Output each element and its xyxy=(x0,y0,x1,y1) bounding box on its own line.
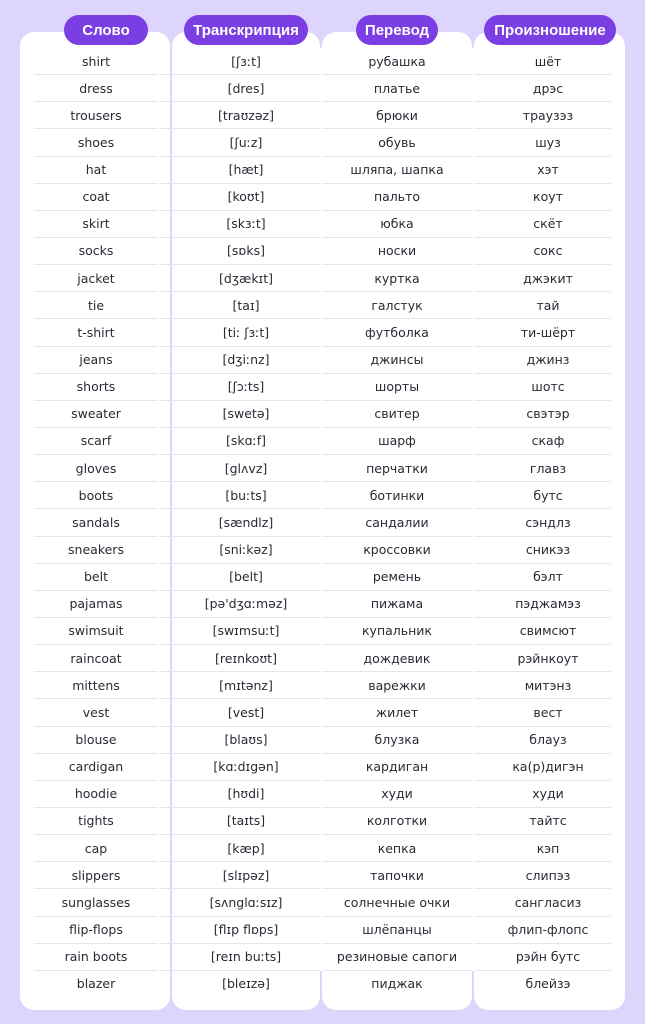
transcription-cell: [slɪpəz] xyxy=(222,867,270,883)
column-gap xyxy=(472,319,474,346)
transcription-cell: [sændlz] xyxy=(218,514,274,530)
transcription-cell: [ʃɜːt] xyxy=(231,53,261,69)
pronunciation-cell: сникэз xyxy=(525,542,571,558)
column-gap xyxy=(158,564,160,591)
header-transcription: Транскрипция xyxy=(184,15,308,45)
column-gap xyxy=(320,889,322,916)
table-row xyxy=(34,292,611,319)
pronunciation-cell: шёт xyxy=(534,53,562,69)
column-gap xyxy=(158,618,160,645)
word-cell: shoes xyxy=(77,134,115,150)
transcription-cell: [reɪn buːts] xyxy=(210,949,282,965)
pronunciation-cell: шотс xyxy=(531,379,565,395)
column-gap xyxy=(472,265,474,292)
column-gap xyxy=(472,889,474,916)
column-gap xyxy=(158,102,160,129)
pronunciation-cell: худи xyxy=(532,786,564,802)
table-row xyxy=(34,971,611,998)
header-word: Слово xyxy=(64,15,148,45)
header-pronunciation: Произношение xyxy=(484,15,616,45)
transcription-cell: [pə'dʒɑːməz] xyxy=(204,596,288,612)
translation-cell: джинсы xyxy=(370,352,424,368)
column-gap xyxy=(158,727,160,754)
translation-cell: шляпа, шапка xyxy=(350,162,444,178)
pronunciation-cell: тайтс xyxy=(529,813,567,829)
translation-cell: солнечные очки xyxy=(343,894,451,910)
transcription-cell: [koʊt] xyxy=(227,189,265,205)
translation-cell: юбка xyxy=(380,216,414,232)
table-row xyxy=(34,944,611,971)
column-gap xyxy=(472,75,474,102)
column-gap xyxy=(320,238,322,265)
column-gap xyxy=(472,727,474,754)
word-cell: pajamas xyxy=(69,596,123,612)
translation-cell: кардиган xyxy=(365,759,429,775)
transcription-cell: [kæp] xyxy=(227,840,265,856)
column-gap xyxy=(158,862,160,889)
column-gap xyxy=(320,428,322,455)
transcription-cell: [mɪtənz] xyxy=(219,677,273,693)
column-gap xyxy=(472,835,474,862)
column-gap xyxy=(158,292,160,319)
word-cell: vest xyxy=(82,704,110,720)
column-gap xyxy=(320,591,322,618)
transcription-cell: [vest] xyxy=(227,704,265,720)
table-row xyxy=(34,699,611,726)
column-gap xyxy=(158,374,160,401)
pronunciation-cell: главз xyxy=(529,460,567,476)
column-gap xyxy=(158,699,160,726)
column-gap xyxy=(472,238,474,265)
transcription-cell: [swɪmsuːt] xyxy=(212,623,280,639)
column-gap xyxy=(472,781,474,808)
translation-cell: ремень xyxy=(372,569,422,585)
column-gap xyxy=(472,455,474,482)
column-gap xyxy=(320,102,322,129)
pronunciation-cell: кэп xyxy=(536,840,560,856)
column-gap xyxy=(472,428,474,455)
transcription-cell: [skɜːt] xyxy=(226,216,266,232)
column-gap xyxy=(472,537,474,564)
pronunciation-cell: скаф xyxy=(531,433,565,449)
translation-cell: свитер xyxy=(374,406,420,422)
column-gap xyxy=(320,129,322,156)
column-gap xyxy=(320,292,322,319)
translation-cell: тапочки xyxy=(370,867,424,883)
column-gap xyxy=(320,699,322,726)
word-cell: jeans xyxy=(79,352,113,368)
transcription-cell: [hæt] xyxy=(228,162,264,178)
word-cell: jacket xyxy=(77,270,115,286)
column-gap xyxy=(320,374,322,401)
column-gap xyxy=(472,917,474,944)
column-gap xyxy=(158,319,160,346)
column-gap xyxy=(320,672,322,699)
word-cell: slippers xyxy=(71,867,121,883)
word-cell: dress xyxy=(79,80,113,96)
pronunciation-cell: блауз xyxy=(529,732,567,748)
translation-cell: пальто xyxy=(373,189,421,205)
pronunciation-cell: сангласиз xyxy=(514,894,582,910)
translation-cell: ботинки xyxy=(369,487,425,503)
pronunciation-cell: скёт xyxy=(533,216,563,232)
column-gap xyxy=(472,48,474,75)
column-gap xyxy=(320,455,322,482)
translation-cell: платье xyxy=(373,80,421,96)
word-cell: hat xyxy=(85,162,107,178)
pronunciation-cell: тай xyxy=(536,297,560,313)
table-row xyxy=(34,129,611,156)
column-gap xyxy=(320,618,322,645)
pronunciation-cell: рэйн бутс xyxy=(515,949,581,965)
word-cell: t-shirt xyxy=(77,324,115,340)
table-row xyxy=(34,455,611,482)
table-row xyxy=(34,727,611,754)
column-gap xyxy=(158,347,160,374)
translation-cell: куртка xyxy=(374,270,420,286)
table-row xyxy=(34,184,611,211)
column-gap xyxy=(158,754,160,781)
pronunciation-cell: бутс xyxy=(533,487,563,503)
translation-cell: обувь xyxy=(378,134,416,150)
transcription-cell: [hʊdi] xyxy=(227,786,265,802)
pronunciation-cell: сэндлз xyxy=(525,514,571,530)
column-gap xyxy=(472,102,474,129)
pronunciation-cell: рэйнкоут xyxy=(517,650,579,666)
column-gap xyxy=(158,509,160,536)
column-gap xyxy=(320,401,322,428)
column-gap xyxy=(158,75,160,102)
column-gap xyxy=(320,482,322,509)
word-cell: blazer xyxy=(76,976,116,992)
pronunciation-cell: хэт xyxy=(537,162,559,178)
column-gap xyxy=(158,591,160,618)
vocabulary-table xyxy=(20,0,625,1024)
transcription-cell: [kɑːdɪgən] xyxy=(213,759,279,775)
column-gap xyxy=(158,889,160,916)
column-gap xyxy=(320,727,322,754)
column-gap xyxy=(158,781,160,808)
transcription-cell: [glʌvz] xyxy=(224,460,268,476)
column-gap xyxy=(320,944,322,971)
column-gap xyxy=(472,672,474,699)
column-gap xyxy=(472,211,474,238)
translation-cell: пижама xyxy=(370,596,424,612)
translation-cell: шлёпанцы xyxy=(362,922,432,937)
column-gap xyxy=(320,509,322,536)
word-cell: tie xyxy=(87,297,105,313)
word-cell: sweater xyxy=(71,406,121,422)
table-row xyxy=(34,347,611,374)
table-row xyxy=(34,482,611,509)
translation-cell: пиджак xyxy=(371,976,423,992)
transcription-cell: [reɪnkoʊt] xyxy=(215,650,277,666)
translation-cell: сандалии xyxy=(365,514,429,530)
column-gap xyxy=(320,917,322,944)
word-cell: coat xyxy=(82,189,110,205)
transcription-cell: [blaʊs] xyxy=(224,732,268,748)
column-gap xyxy=(472,862,474,889)
pronunciation-cell: слипэз xyxy=(525,867,571,883)
column-gap xyxy=(158,401,160,428)
column-gap xyxy=(320,347,322,374)
translation-cell: перчатки xyxy=(366,460,428,476)
word-cell: cardigan xyxy=(68,759,124,775)
column-gap xyxy=(320,319,322,346)
column-gap xyxy=(158,265,160,292)
column-gap xyxy=(472,401,474,428)
column-gap xyxy=(320,157,322,184)
column-gap xyxy=(158,428,160,455)
transcription-cell: [sʌnglɑːsɪz] xyxy=(209,894,283,910)
column-gap xyxy=(158,184,160,211)
column-gap xyxy=(320,754,322,781)
word-cell: rain boots xyxy=(64,949,128,965)
pronunciation-cell: вест xyxy=(533,704,563,720)
column-gap xyxy=(320,781,322,808)
translation-cell: худи xyxy=(381,786,413,802)
column-gap xyxy=(158,537,160,564)
table-row xyxy=(34,889,611,916)
transcription-cell: [flɪp flɒps] xyxy=(213,922,279,937)
translation-cell: шорты xyxy=(374,379,420,395)
column-gap xyxy=(320,211,322,238)
table-row xyxy=(34,917,611,944)
pronunciation-cell: митэнз xyxy=(524,677,572,693)
transcription-cell: [dres] xyxy=(227,80,265,96)
column-gap xyxy=(320,48,322,75)
column-gap xyxy=(320,265,322,292)
translation-cell: колготки xyxy=(366,813,428,829)
table-row xyxy=(34,862,611,889)
table-row xyxy=(34,808,611,835)
column-gap xyxy=(472,645,474,672)
word-cell: raincoat xyxy=(70,650,122,666)
column-gap xyxy=(320,75,322,102)
table-row xyxy=(34,401,611,428)
table-row xyxy=(34,102,611,129)
transcription-cell: [skɑːf] xyxy=(225,433,267,449)
translation-cell: брюки xyxy=(376,107,418,123)
column-gap xyxy=(320,645,322,672)
translation-cell: варежки xyxy=(368,677,426,693)
translation-cell: дождевик xyxy=(363,650,431,666)
word-cell: sandals xyxy=(72,514,120,530)
table-row xyxy=(34,645,611,672)
column-gap xyxy=(158,129,160,156)
column-gap xyxy=(472,292,474,319)
word-cell: mittens xyxy=(72,677,120,693)
column-gap xyxy=(320,835,322,862)
pronunciation-cell: коут xyxy=(533,189,563,205)
table-row xyxy=(34,157,611,184)
word-cell: shorts xyxy=(76,379,116,395)
translation-cell: футболка xyxy=(365,324,429,340)
table-row xyxy=(34,564,611,591)
transcription-cell: [belt] xyxy=(229,569,263,585)
column-gap xyxy=(158,238,160,265)
table-row xyxy=(34,537,611,564)
transcription-cell: [dʒækɪt] xyxy=(219,270,273,286)
pronunciation-cell: траузэз xyxy=(522,107,574,123)
column-gap xyxy=(158,482,160,509)
transcription-cell: [swetə] xyxy=(222,406,270,422)
column-gap xyxy=(472,482,474,509)
word-cell: skirt xyxy=(82,216,110,232)
translation-cell: шарф xyxy=(378,433,416,449)
word-cell: swimsuit xyxy=(68,623,124,639)
transcription-cell: [dʒiːnz] xyxy=(222,352,270,368)
column-gap xyxy=(472,129,474,156)
pronunciation-cell: шуз xyxy=(535,134,561,150)
word-cell: tights xyxy=(78,813,114,829)
column-gap xyxy=(320,808,322,835)
column-gap xyxy=(158,157,160,184)
word-cell: scarf xyxy=(80,433,112,449)
transcription-cell: [traʊzəz] xyxy=(218,107,274,123)
translation-cell: резиновые сапоги xyxy=(336,949,458,965)
table-row xyxy=(34,428,611,455)
table-row xyxy=(34,265,611,292)
table-row xyxy=(34,374,611,401)
column-gap xyxy=(158,672,160,699)
word-cell: sneakers xyxy=(68,542,124,558)
column-gap xyxy=(472,808,474,835)
transcription-cell: [buːts] xyxy=(225,487,267,503)
column-gap xyxy=(320,184,322,211)
transcription-cell: [taɪts] xyxy=(226,813,266,829)
table-row xyxy=(34,238,611,265)
translation-cell: купальник xyxy=(362,623,432,639)
translation-cell: блузка xyxy=(374,732,420,748)
word-cell: cap xyxy=(84,840,108,856)
column-gap xyxy=(472,184,474,211)
column-gap xyxy=(158,645,160,672)
table-row xyxy=(34,672,611,699)
table-row xyxy=(34,509,611,536)
table-row xyxy=(34,211,611,238)
table-row xyxy=(34,781,611,808)
word-cell: sunglasses xyxy=(61,894,131,910)
pronunciation-cell: дрэс xyxy=(532,80,564,96)
pronunciation-cell: флип-флопс xyxy=(507,922,589,937)
column-gap xyxy=(472,564,474,591)
pronunciation-cell: блейзэ xyxy=(525,976,571,992)
pronunciation-cell: ка(р)дигэн xyxy=(512,759,584,775)
word-cell: shirt xyxy=(82,53,110,69)
pronunciation-cell: бэлт xyxy=(533,569,563,585)
transcription-cell: [bleɪzə] xyxy=(222,976,270,992)
word-cell: hoodie xyxy=(74,786,118,802)
table-row xyxy=(34,75,611,102)
pronunciation-cell: свэтэр xyxy=(526,406,570,422)
column-gap xyxy=(472,618,474,645)
translation-cell: жилет xyxy=(375,704,419,720)
transcription-cell: [ʃuːz] xyxy=(229,134,263,150)
table-row xyxy=(34,835,611,862)
column-gap xyxy=(472,509,474,536)
translation-cell: кепка xyxy=(377,840,417,856)
pronunciation-cell: джинз xyxy=(526,352,570,368)
table-row xyxy=(34,754,611,781)
translation-cell: рубашка xyxy=(368,53,426,69)
column-gap xyxy=(472,754,474,781)
word-cell: boots xyxy=(78,487,114,503)
translation-cell: галстук xyxy=(371,297,423,313)
transcription-cell: [sɒks] xyxy=(227,243,265,259)
column-gap xyxy=(320,537,322,564)
word-cell: socks xyxy=(78,243,114,259)
column-gap xyxy=(472,157,474,184)
table-row xyxy=(34,319,611,346)
column-gap xyxy=(472,347,474,374)
transcription-cell: [sniːkəz] xyxy=(219,542,273,558)
column-gap xyxy=(472,699,474,726)
table-row xyxy=(34,618,611,645)
column-gap xyxy=(158,917,160,944)
table-row xyxy=(34,48,611,75)
column-gap xyxy=(158,48,160,75)
pronunciation-cell: ти-шёрт xyxy=(520,324,576,340)
word-cell: flip-flops xyxy=(69,922,123,937)
table-row xyxy=(34,591,611,618)
header-translation: Перевод xyxy=(356,15,438,45)
word-cell: trousers xyxy=(70,107,122,123)
column-gap xyxy=(158,211,160,238)
transcription-cell: [taɪ] xyxy=(232,297,260,313)
column-gap xyxy=(158,944,160,971)
column-gap xyxy=(320,862,322,889)
pronunciation-cell: пэджамэз xyxy=(515,596,581,612)
translation-cell: кроссовки xyxy=(363,542,431,558)
transcription-cell: [ʃɔːts] xyxy=(227,379,265,395)
translation-cell: носки xyxy=(377,243,417,259)
transcription-cell: [tiː ʃɜːt] xyxy=(222,324,270,340)
table-body xyxy=(34,48,611,998)
word-cell: blouse xyxy=(75,732,117,748)
word-cell: belt xyxy=(84,569,108,585)
column-gap xyxy=(472,944,474,971)
column-gap xyxy=(320,564,322,591)
pronunciation-cell: джэкит xyxy=(523,270,573,286)
column-gap xyxy=(158,808,160,835)
word-cell: gloves xyxy=(75,460,117,476)
column-gap xyxy=(472,591,474,618)
column-gap xyxy=(158,835,160,862)
column-gap xyxy=(472,374,474,401)
column-gap xyxy=(158,455,160,482)
pronunciation-cell: свимсют xyxy=(519,623,577,639)
pronunciation-cell: сокс xyxy=(533,243,563,259)
